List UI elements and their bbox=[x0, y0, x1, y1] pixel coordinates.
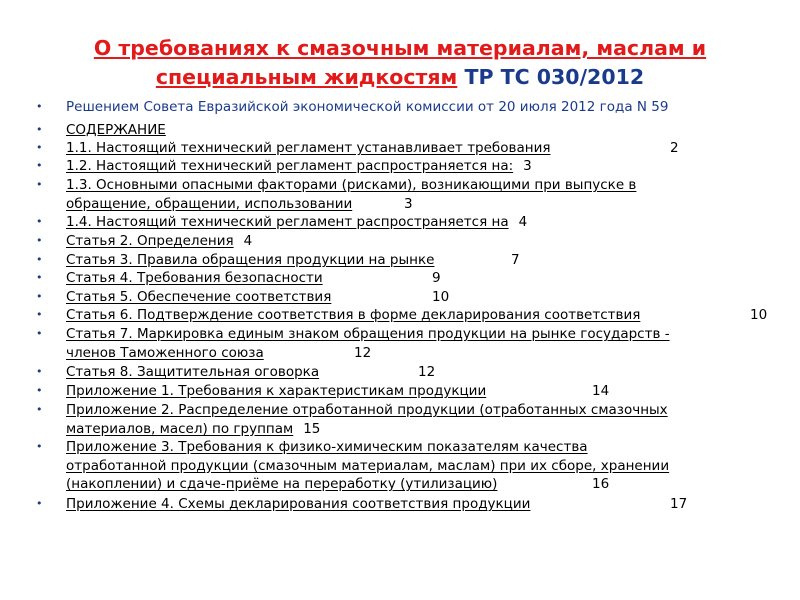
toc-entry-title[interactable]: Приложение 3. Требования к физико-химическим показателям качества bbox=[66, 439, 588, 455]
toc-entry-title[interactable]: Статья 2. Определения bbox=[66, 233, 234, 249]
bullet-icon: • bbox=[36, 384, 43, 397]
bullet-icon: • bbox=[36, 271, 43, 284]
toc-entry[interactable] bbox=[66, 288, 772, 307]
toc-entry[interactable] bbox=[66, 382, 772, 401]
toc-entry-page: 15 bbox=[303, 420, 321, 437]
toc-entry[interactable] bbox=[66, 139, 772, 158]
bullet-icon: • bbox=[36, 253, 43, 266]
toc-entry-page: 4 bbox=[518, 214, 528, 230]
toc-entry[interactable] bbox=[66, 213, 772, 232]
bullet-icon: • bbox=[36, 123, 43, 136]
toc-entry-title-cont[interactable]: (накоплении) и сдаче-приёме на переработку (утилизацию) bbox=[66, 476, 498, 492]
title-line-1: О требованиях к смазочным материалам, маслам и bbox=[93, 36, 707, 60]
document-title bbox=[40, 34, 760, 92]
bullet-icon: • bbox=[36, 365, 43, 378]
bullet-icon: • bbox=[36, 178, 43, 191]
toc-entry-title[interactable]: Приложение 1. Требования к характеристикам продукции bbox=[66, 383, 487, 399]
toc-entry-page: 3 bbox=[404, 195, 413, 212]
toc-entry[interactable] bbox=[66, 325, 772, 362]
bullet-icon: • bbox=[36, 141, 43, 154]
toc-entry-title[interactable]: Статья 7. Маркировка единым знаком обращения продукции на рынке государств - bbox=[66, 326, 670, 342]
toc-entry-page: 12 bbox=[354, 344, 372, 361]
toc-entry-page: 4 bbox=[243, 233, 253, 249]
bullet-icon: • bbox=[36, 308, 43, 321]
toc-entry[interactable] bbox=[66, 157, 772, 176]
bullet-icon: • bbox=[36, 327, 43, 340]
toc-entry-title-cont[interactable]: материалов, масел) по группам bbox=[66, 420, 294, 437]
toc-entry[interactable] bbox=[66, 269, 772, 288]
toc-entry[interactable] bbox=[66, 251, 772, 270]
toc-entry[interactable] bbox=[66, 306, 772, 325]
decision-subtitle: Решением Совета Евразийской экономической комиссии от 20 июля 2012 года N 59 bbox=[66, 99, 669, 115]
toc-entry-title-cont[interactable]: отработанной продукции (смазочным материалам, маслам) при их сборе, хранении bbox=[66, 457, 670, 474]
toc-entry-title[interactable]: Статья 5. Обеспечение соответствия bbox=[66, 289, 332, 305]
contents-heading: СОДЕРЖАНИЕ bbox=[66, 122, 166, 138]
toc-entry-title[interactable]: 1.2. Настоящий технический регламент распространяется на: bbox=[66, 158, 514, 174]
toc-entry-page: 2 bbox=[670, 140, 679, 156]
toc-entry-title[interactable]: Статья 6. Подтверждение соответствия в форме декларирования соответствия bbox=[66, 307, 641, 323]
bullet-icon: • bbox=[36, 403, 43, 416]
toc-entry-title[interactable]: Статья 4. Требования безопасности bbox=[66, 270, 323, 286]
toc-entry[interactable] bbox=[66, 401, 772, 438]
toc-entry-page: 14 bbox=[592, 383, 610, 399]
toc-entry-title[interactable]: Приложение 4. Схемы декларирования соответствия продукции bbox=[66, 496, 531, 512]
toc-entry-page: 16 bbox=[592, 476, 610, 492]
toc-entry-title[interactable]: Статья 3. Правила обращения продукции на рынке bbox=[66, 252, 435, 268]
toc-entry[interactable] bbox=[66, 438, 772, 494]
bullet-icon: • bbox=[36, 215, 43, 228]
toc-entry-title[interactable]: 1.1. Настоящий технический регламент устанавливает требования bbox=[66, 140, 551, 156]
bullet-icon: • bbox=[36, 100, 43, 113]
toc-entry-title[interactable]: 1.3. Основными опасными факторами (рисками), возникающими при выпуске в bbox=[66, 177, 637, 193]
toc-entry-page: 10 bbox=[750, 307, 768, 323]
toc-entry[interactable] bbox=[66, 232, 772, 251]
toc-entry-page: 3 bbox=[523, 158, 532, 174]
bullet-icon: • bbox=[36, 497, 43, 510]
bullet-icon: • bbox=[36, 290, 43, 303]
bullet-icon: • bbox=[36, 440, 43, 453]
toc-entry-title[interactable]: Приложение 2. Распределение отработанной продукции (отработанных смазочных bbox=[66, 402, 668, 418]
title-regulation-code: ТР ТС 030/2012 bbox=[457, 65, 645, 89]
toc-entry-page: 10 bbox=[432, 289, 450, 305]
toc-entry-title[interactable]: 1.4. Настоящий технический регламент распространяется на bbox=[66, 214, 509, 230]
toc-entry[interactable] bbox=[66, 176, 772, 213]
toc-entry-page: 7 bbox=[511, 252, 520, 268]
toc-entry-page: 17 bbox=[670, 496, 688, 512]
toc-entry-page: 12 bbox=[418, 364, 436, 380]
toc-entry[interactable] bbox=[66, 363, 772, 382]
toc-entry-page: 9 bbox=[432, 270, 441, 286]
toc-entry[interactable] bbox=[66, 495, 772, 514]
toc-entry-title-cont[interactable]: членов Таможенного союза bbox=[66, 344, 264, 361]
bullet-icon: • bbox=[36, 234, 43, 247]
toc-entry-title-cont[interactable]: обращение, обращении, использовании bbox=[66, 195, 353, 212]
bullet-icon: • bbox=[36, 159, 43, 172]
toc-entry-title[interactable]: Статья 8. Защитительная оговорка bbox=[66, 364, 320, 380]
title-line-2: специальным жидкостям bbox=[155, 65, 458, 89]
